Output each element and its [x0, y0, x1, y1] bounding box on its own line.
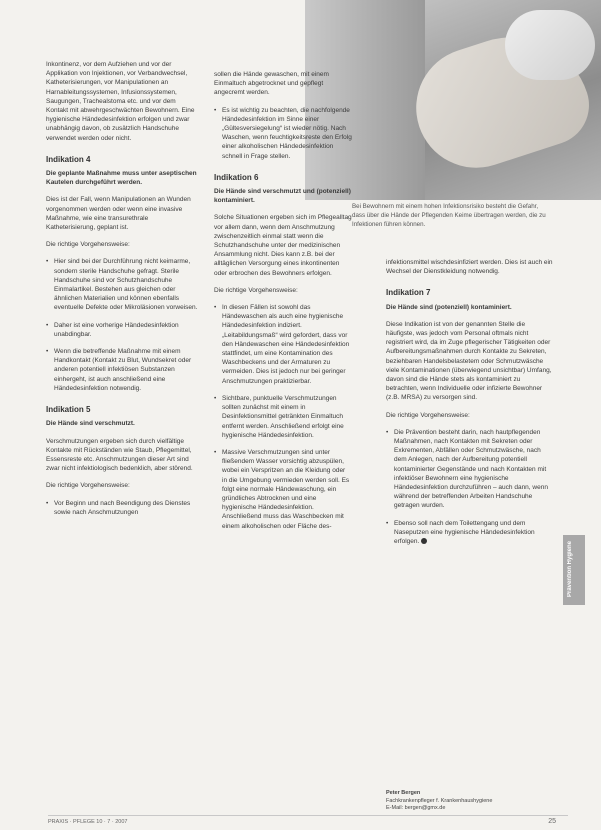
bullet-list	[214, 303, 352, 531]
section-tab	[563, 535, 585, 605]
list-item: • Sichtbare, punktuelle Verschmutzungen sollten zunächst mit einem in Desinfektionsmittel getränkten Einmaltuch entfernt werden. Anschließend erfolgt eine hygienische Händedesinfektion.	[214, 394, 352, 440]
paragraph: Dies ist der Fall, wenn Manipulationen an Wunden vorgenommen werden oder wenn eine invasive Maßnahme, wie eine transurethrale Katheterisierung, geplant ist.	[46, 196, 191, 232]
text-column-2	[214, 70, 352, 539]
photo-caption: Bei Bewohnern mit einem hohen Infektionsrisiko besteht die Gefahr, dass über die Hände der Pflegenden Keime übertragen werden, die zu Infektionen führen können.	[352, 203, 546, 228]
subheading: Die richtige Vorgehensweise:	[214, 286, 298, 294]
bullet-list	[214, 106, 352, 161]
list-item: • Es ist wichtig zu beachten, die nachfolgende Händedesinfektion im Sinne einer „Gültesversiegelung“ ist wieder nötig. Nach Waschen, wenn feuchtigkeitsreste den Erfolg einer alkoholischen Händedesinfektion schnell in Frage stellen.	[214, 106, 352, 161]
subheading: Die richtige Vorgehensweise:	[386, 411, 470, 419]
author-email: E-Mail: bergen@gmx.de	[386, 805, 446, 811]
end-mark-icon	[421, 538, 427, 544]
author-block	[386, 790, 492, 813]
subheading: Die richtige Vorgehensweise:	[46, 482, 130, 490]
page-number: 25	[548, 818, 556, 825]
subheading: Die richtige Vorgehensweise:	[46, 241, 130, 249]
lead: Die geplante Maßnahme muss unter aseptischen Kautelen durchgeführt werden.	[46, 170, 197, 187]
bullet-list	[46, 499, 198, 517]
list-item: • Die Prävention besteht darin, nach hautpflegenden Maßnahmen, nach Kontakten mit Sekreten oder Exkrementen, Abfällen oder Schmutzwäsche, nach dem Anlegen, nach der Aufbereitung potentiell kontaminierter Gegenstände und nach Kontakten mit infektiöser Bewohnern eine hygienische Händedesinfektion durchzuführen – auch dann, wenn während der betreffenden Arbeiten Handschuhe getragen wurden.	[386, 428, 554, 511]
photo-gloved-hand	[505, 10, 595, 80]
paragraph: Inkontinenz, vor dem Aufziehen und vor der Applikation von Injektionen, vor Verbandwechsel, Katheterisierungen, vor Manipulationen an Harnableitungssystemen, Infusionssystemen, Saugungen, Trachealstoma etc. und vor dem Kontakt mit abwehrgeschwächten Bewohnern. Eine hygienische Händedesinfektion erfolgen und zwar unabhängig davon, ob zusätzlich Handschuhe verwendet werden oder nicht.	[46, 61, 195, 142]
paragraph: Diese Indikation ist von der genannten Stelle die häufigste, was jedoch vom Personal oftmals nicht registriert wird, da im Zuge pflegerischer Tätigkeiten oder Aufbereitungsmaßnahmen durch Kontakte zu Sekreten, beziehbaren Handelsbelastetem oder Schmutzwäsche viele Kontaminationen (überwiegend unsichtbar) Umfang, davon sind die Hände stets als kontaminiert zu betrachten, wenn Individuelle oder infizierte Bewohner (z.B. MRSA) zu versorgen sind.	[386, 320, 552, 402]
heading-indikation-5: Indikation 5	[46, 405, 91, 415]
bullet-list	[46, 257, 198, 393]
footer-publication: PRAXIS · PFLEGE 10 · 7 · 2007	[48, 819, 128, 825]
lead: Die Hände sind verschmutzt.	[46, 420, 135, 428]
paragraph: Solche Situationen ergeben sich im Pflegealltag vor allem dann, wenn dem Anschmutzung zwischenzeitlich einmal statt wenn die Schutzhandschuhe unter der medizinischen Ansammlung nicht. Dies kann z.B. bei der alltäglichen Versorgung eines inkontinenten oder erbrochen des Bewohners erfolgen.	[214, 214, 352, 277]
page-footer	[48, 815, 568, 825]
list-item: • Daher ist eine vorherige Händedesinfektion unabdingbar.	[46, 321, 198, 339]
lead: Die Hände sind verschmutzt und (potenziell) kontaminiert.	[214, 188, 351, 205]
list-item: • Massive Verschmutzungen sind unter fließendem Wasser vorsichtig abzuspülen, wobei ein Verspritzen an die Kleidung oder in die Umgebung vermieden werden soll. Es folgt eine normale Händewaschung, ein gründliches Abtrocknen und eine hygienische Händedesinfektion. Anschließend muss das Waschbecken mit einem alkoholischen oder Fläche des-	[214, 448, 352, 531]
paragraph: Verschmutzungen ergeben sich durch vielfältige Kontakte mit Rückständen wie Staub, Pflegemittel, Essensreste etc. Anschmutzungen dieser Art sind zwar nicht infektiologisch bedenklich, aber störend.	[46, 437, 193, 473]
heading-indikation-4: Indikation 4	[46, 154, 91, 164]
lead: Die Hände sind (potenziell) kontaminiert.	[386, 303, 512, 311]
author-role: Fachkrankenpfleger f. Krankenhaushygiene	[386, 797, 493, 804]
list-item: • Hier sind bei der Durchführung nicht keimarme, sondern sterile Handschuhe gefragt. Sterile Handschuhe sind vor Schutzhandschuhe Einmalartikel. Bestehen aus gleichen oder ähnlichen Materialien und können ebenfalls eventuelle Defekte oder Mikroläsionen vorweisen.	[46, 257, 198, 312]
section-tab-label: Prävention Hygiene	[567, 541, 573, 598]
bullet-list	[386, 428, 554, 546]
paragraph: sollen die Hände gewaschen, mit einem Einmaltuch abgetrocknet und gepflegt angecremt werden.	[214, 71, 329, 97]
list-item-text: Ebenso soll nach dem Toilettengang und dem Naseputzen eine hygienische Händedesinfektion erfolgen.	[394, 519, 535, 546]
list-item: • In diesen Fällen ist sowohl das Händewaschen als auch eine hygienische Händedesinfektion indiziert. „Leitabildungsmaß“ wird gefordert, dass vor den Händewaschen eine Händedesinfektion stattfindet, um eine Kontamination des Waschbeckens und der Armaturen zu vermeiden. Dies ist jedoch nur bei geringer Anschmutzungen praktizierbar.	[214, 303, 352, 386]
list-item: • Vor Beginn und nach Beendigung des Dienstes sowie nach Anschmutzungen	[46, 499, 198, 517]
heading-indikation-6: Indikation 6	[214, 172, 259, 182]
list-item	[386, 519, 554, 547]
text-column-3	[386, 258, 554, 554]
paragraph: infektionsmittel wischdesinfiziert werden. Dies ist auch ein Wechsel der Dienstkleidung notwendig.	[386, 259, 553, 276]
text-column-1	[46, 0, 198, 525]
list-item: • Wenn die betreffende Maßnahme mit einem Handkontakt (Kontakt zu Blut, Wundsekret oder anderen potentiell infektiösen Substanzen einhergeht, ist auch anschließend eine Händedesinfektion notwendig.	[46, 347, 198, 393]
author-name: Peter Bergen	[386, 790, 421, 796]
heading-indikation-7: Indikation 7	[386, 288, 431, 298]
